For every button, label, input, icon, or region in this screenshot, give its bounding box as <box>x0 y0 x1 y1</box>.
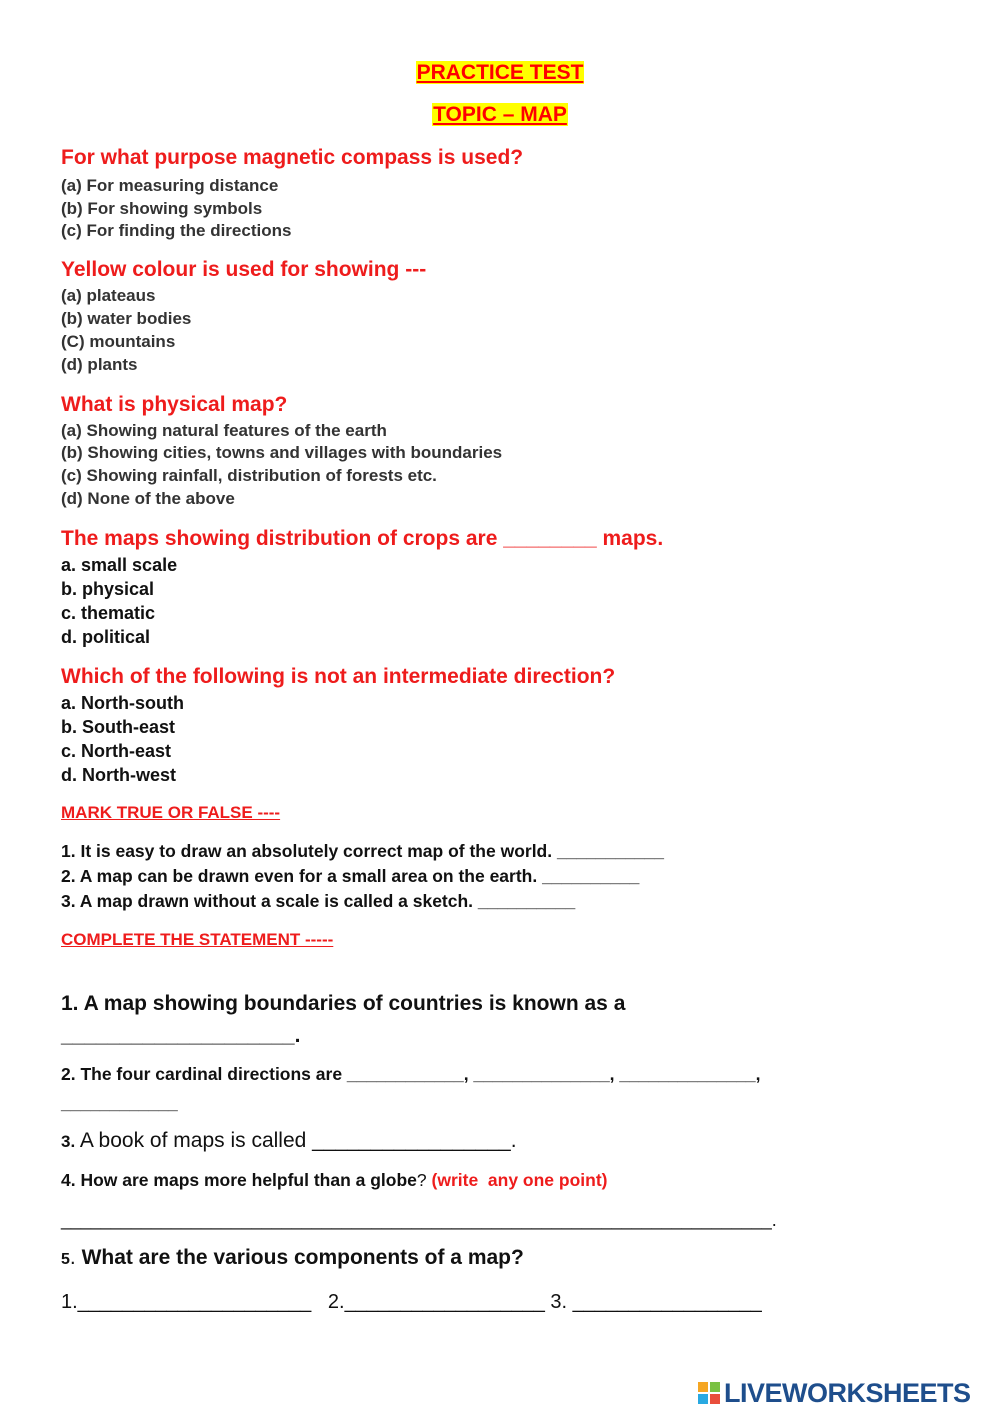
statement-5-number: 5 <box>61 1251 70 1268</box>
statement-2-line-1[interactable]: 2. The four cardinal directions are ____________, ______________, ______________, <box>61 1064 761 1084</box>
question-2-option-d: (d) plants <box>61 355 138 374</box>
statement-4-text: 4. How are maps more helpful than a globe <box>61 1170 417 1190</box>
question-2-option-b: (b) water bodies <box>61 309 192 328</box>
statement-3[interactable] <box>61 1129 517 1153</box>
liveworksheets-mark-icon <box>698 1382 720 1404</box>
statement-5-blanks[interactable]: 1._____________________ 2.__________________ 3. _________________ <box>61 1291 762 1313</box>
question-4-option-d: d. political <box>61 627 151 647</box>
statement-4-question-mark: ? <box>416 1170 432 1190</box>
question-4: The maps showing distribution of crops are ________ maps. <box>61 527 664 550</box>
true-false-heading: MARK TRUE OR FALSE ---- <box>61 803 281 822</box>
question-5-option-c: c. North-east <box>61 741 172 761</box>
true-false-item-2[interactable]: 2. A map can be drawn even for a small area on the earth. __________ <box>61 866 640 886</box>
question-1-option-b: (b) For showing symbols <box>61 199 263 218</box>
question-4-option-b: b. physical <box>61 579 155 599</box>
statement-5-text: What are the various components of a map? <box>75 1246 524 1269</box>
question-4-option-c: c. thematic <box>61 603 156 623</box>
true-false-item-1[interactable]: 1. It is easy to draw an absolutely correct map of the world. ___________ <box>61 841 665 861</box>
question-2: Yellow colour is used for showing --- <box>61 258 427 281</box>
page-title: PRACTICE TEST <box>416 61 584 84</box>
question-1: For what purpose magnetic compass is used? <box>61 146 524 169</box>
question-2-option-c: (C) mountains <box>61 332 176 351</box>
liveworksheets-logo[interactable] <box>698 1378 998 1408</box>
question-3-option-a: (a) Showing natural features of the earth <box>61 421 387 440</box>
statement-5 <box>61 1246 524 1270</box>
question-4-option-a: a. small scale <box>61 555 178 575</box>
statement-2-blank[interactable]: ____________ <box>61 1093 178 1113</box>
question-5: Which of the following is not an intermediate direction? <box>61 665 616 688</box>
question-1-option-c: (c) For finding the directions <box>61 221 292 240</box>
statement-4-answer-line[interactable]: _______________________________________________________________________. <box>61 1210 777 1230</box>
liveworksheets-brand: LIVEWORKSHEETS <box>724 1377 971 1408</box>
question-3-option-c: (c) Showing rainfall, distribution of forests etc. <box>61 466 437 485</box>
question-5-option-d: d. North-west <box>61 765 176 785</box>
complete-heading: COMPLETE THE STATEMENT ----- <box>61 930 334 949</box>
statement-3-number: 3. <box>61 1132 76 1151</box>
statement-4-note: (write any one point) <box>431 1170 608 1190</box>
question-3-option-d: (d) None of the above <box>61 489 235 508</box>
question-2-option-a: (a) plateaus <box>61 286 156 305</box>
question-1-option-a: (a) For measuring distance <box>61 176 279 195</box>
question-3: What is physical map? <box>61 393 288 416</box>
question-5-option-b: b. South-east <box>61 717 176 737</box>
true-false-item-3[interactable]: 3. A map drawn without a scale is called a sketch. __________ <box>61 891 576 911</box>
question-3-option-b: (b) Showing cities, towns and villages with boundaries <box>61 443 503 462</box>
question-5-option-a: a. North-south <box>61 693 184 713</box>
topic-title: TOPIC – MAP <box>433 103 567 126</box>
statement-4 <box>61 1170 608 1191</box>
statement-1-line-1: 1. A map showing boundaries of countries is known as a <box>61 992 626 1015</box>
statement-5-dot: . <box>69 1246 76 1269</box>
statement-1-blank[interactable]: ____________________. <box>61 1024 301 1047</box>
statement-3-text: A book of maps is called _________________. <box>75 1129 517 1152</box>
